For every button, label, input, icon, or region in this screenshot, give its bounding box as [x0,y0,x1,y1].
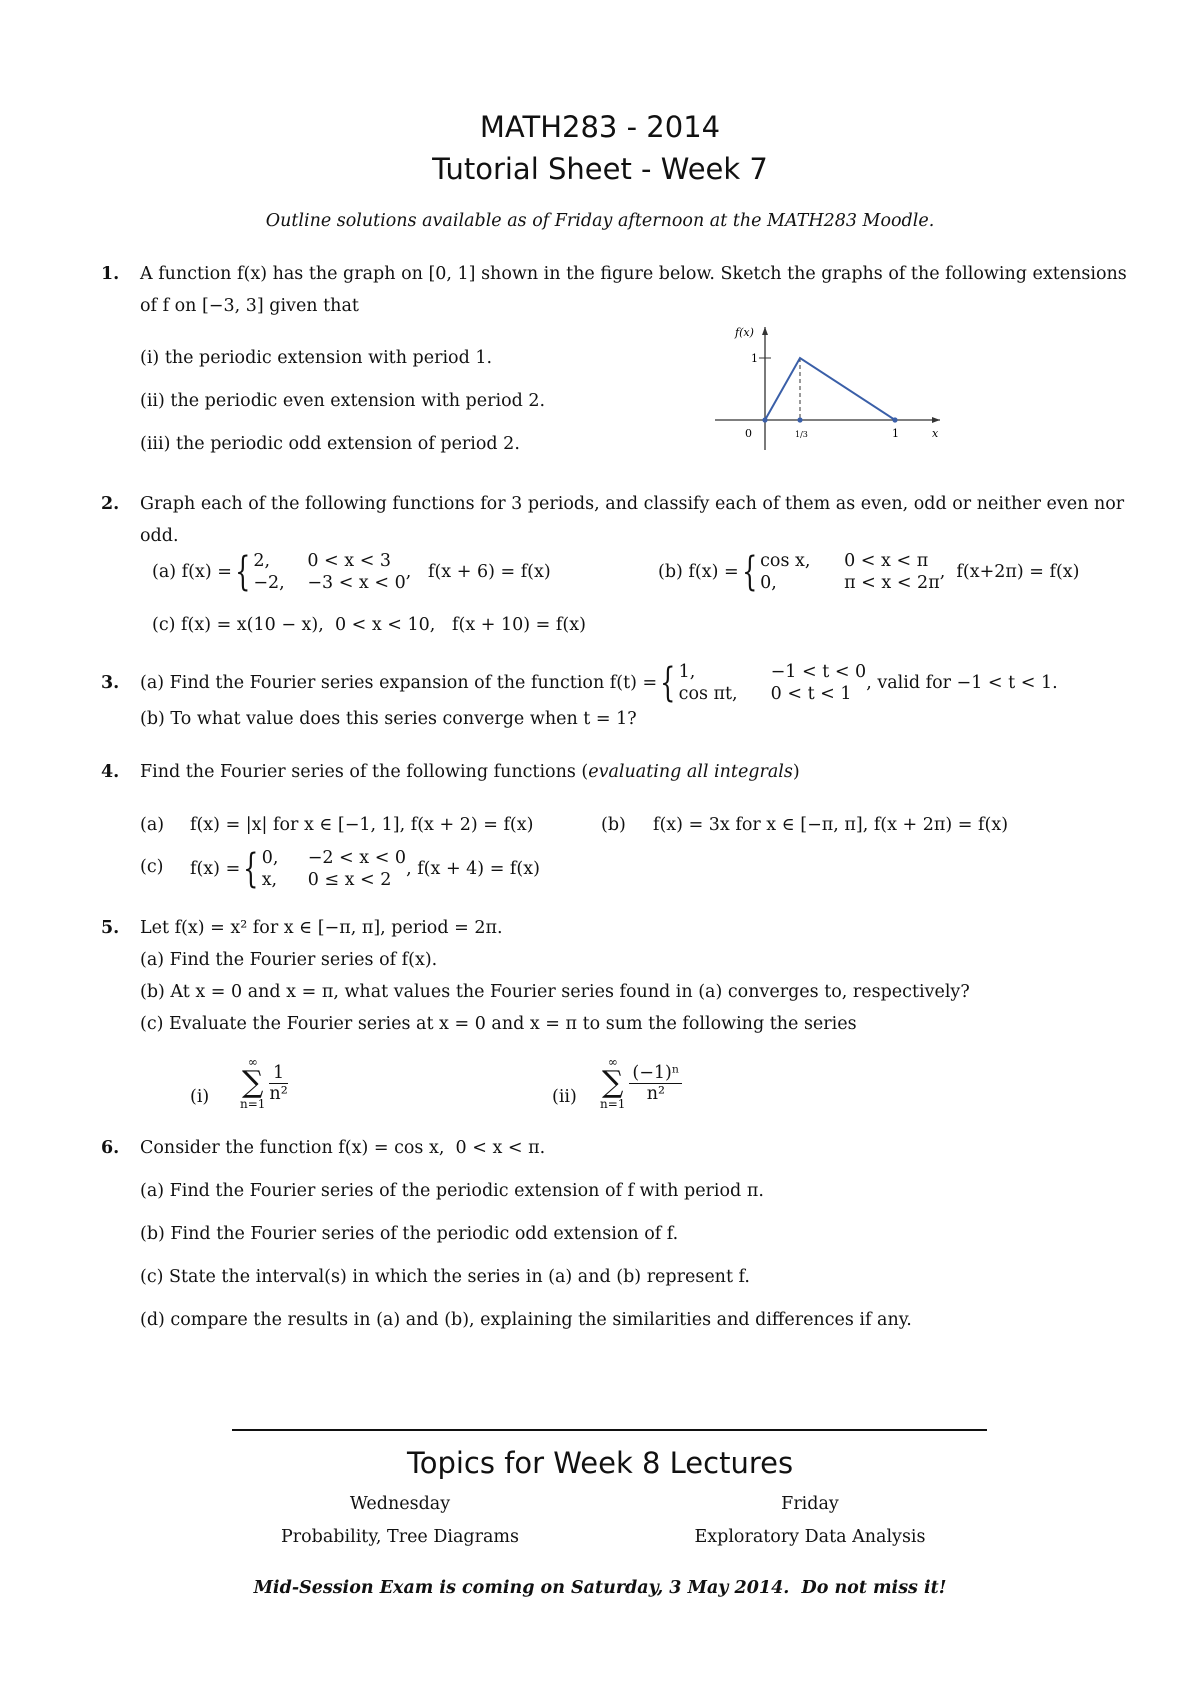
q4-intro-end: ) [792,762,800,782]
solutions-note: Outline solutions available as of Friday afternoon at the MATH283 Moodle. [265,211,935,231]
curve-point-origin [762,417,767,422]
q2-part-c: (c) f(x) = x(10 − x), 0 < x < 10, f(x + 10) = f(x) [152,615,586,635]
q5-part-b: (b) At x = 0 and x = π, what values the Fourier series found in (a) converges to, respectively? [140,982,970,1002]
graph-ylabel: f(x) [735,326,754,339]
q3a-cases [679,661,867,705]
q3a-case1-cond: −1 < t < 0 [770,662,867,682]
q5-series-i-label: (i) [190,1087,210,1107]
q4c-case2-cond: 0 ≤ x < 2 [307,870,392,890]
graph-xlabel: x [932,427,939,440]
summation-icon [600,1056,625,1110]
q2a-case2-value: −2, [253,573,285,593]
q6-part-c: (c) State the interval(s) in which the series in (a) and (b) represent f. [140,1267,750,1287]
q4b-label: (b) [601,815,626,835]
brace-icon: { [660,660,676,706]
graph-origin-label: 0 [745,427,752,440]
q4c-lhs: f(x) = [190,859,241,879]
numerator: (−1)ⁿ [629,1063,682,1084]
q6-part-b: (b) Find the Fourier series of the periodic odd extension of f. [140,1224,679,1244]
q5-intro: Let f(x) = x² for x ∈ [−π, π], period = 2π. [140,918,503,938]
q6-part-d: (d) compare the results in (a) and (b), explaining the similarities and differences if any. [140,1310,912,1330]
sum-upper-limit: ∞ [247,1055,258,1069]
fraction [269,1063,287,1104]
q4b-expression: f(x) = 3x for x ∈ [−π, π], f(x + 2π) = f(x) [653,815,1009,835]
q6-intro: Consider the function f(x) = cos x, 0 < x < π. [140,1138,546,1158]
q2b-case2-value: 0, [760,573,777,593]
q6-number: 6. [101,1138,120,1158]
curve-point-third [797,417,802,422]
q1-function-graph [715,322,945,452]
q2a-cases [253,550,405,594]
x-axis-arrow-icon [932,417,940,423]
q5-series-i [240,1056,288,1110]
q2b-case2-cond: π < x < 2π [844,573,940,593]
y-axis-arrow-icon [762,327,768,335]
q2a-case2-cond: −3 < x < 0 [307,573,406,593]
q3a-case1-value: 1, [678,662,696,682]
q2a-case1-cond: 0 < x < 3 [307,551,392,571]
q2a-case1-value: 2, [253,551,271,571]
brace-icon: { [741,549,758,595]
q4-number: 4. [101,762,120,782]
topics-day-wednesday: Wednesday [349,1494,451,1514]
function-curve [765,358,895,420]
q5-series-ii-label: (ii) [552,1087,577,1107]
q4c-rhs: , f(x + 4) = f(x) [406,859,540,879]
topics-day-friday: Friday [781,1494,839,1514]
graph-ytick-label: 1 [751,352,758,365]
q4-intro-text: Find the Fourier series of the following functions ( [140,762,589,782]
denominator: n² [269,1083,288,1104]
q2a-rhs: , f(x + 6) = f(x) [405,562,551,582]
q4c-case2-value: x, [261,870,278,890]
q3-number: 3. [101,673,120,693]
brace-icon: { [243,846,259,892]
graph-xtick-one: 1 [892,427,899,440]
sum-upper-limit: ∞ [607,1055,618,1069]
q3-part-b: (b) To what value does this series converge when t = 1? [140,709,637,729]
q2-number: 2. [101,494,120,514]
q2-line1: Graph each of the following functions for 3 periods, and classify each of them as even, odd or neither even nor [140,494,1125,514]
sum-lower-limit: n=1 [240,1097,266,1111]
section-divider [232,1429,987,1431]
denominator: n² [646,1083,666,1104]
q5-part-c: (c) Evaluate the Fourier series at x = 0 and x = π to sum the following the series [140,1014,857,1034]
course-title: MATH283 - 2014 [479,110,721,144]
q2b-case1-cond: 0 < x < π [844,551,929,571]
q2b-lhs: (b) f(x) = [658,562,739,582]
topics-title: Topics for Week 8 Lectures [406,1446,794,1480]
q6-part-a: (a) Find the Fourier series of the periodic extension of f with period π. [140,1181,764,1201]
q1-line2: of f on [−3, 3] given that [140,296,359,316]
fraction [629,1063,682,1104]
q1-number: 1. [101,264,120,284]
sum-lower-limit: n=1 [600,1097,626,1111]
q5-series-ii [600,1056,682,1110]
q4c-cases [262,847,406,891]
brace-icon: { [234,549,251,595]
q3a-rhs: , valid for −1 < t < 1. [866,673,1058,693]
q2b-cases [760,550,940,594]
q2-part-a [152,549,551,595]
q3a-case2-cond: 0 < t < 1 [770,684,852,704]
q2-part-b [658,549,1079,595]
q4-intro-emphasis: evaluating all integrals [588,762,793,782]
q4c-label: (c) [140,857,164,877]
q4c-case1-cond: −2 < x < 0 [307,848,407,868]
q2a-lhs: (a) f(x) = [152,562,232,582]
q1-line1: A function f(x) has the graph on [0, 1] shown in the figure below. Sketch the graphs of the following extensions [140,264,1127,284]
q2b-rhs: , f(x+2π) = f(x) [939,562,1080,582]
numerator: 1 [269,1063,287,1084]
q5-number: 5. [101,918,120,938]
exam-notice: Mid-Session Exam is coming on Saturday, 3 May 2014. Do not miss it! [253,1578,947,1598]
sigma-symbol: ∑ [242,1065,264,1100]
q2b-case1-value: cos x, [760,551,811,571]
q2-line2: odd. [140,526,179,546]
curve-point-one [892,417,897,422]
q4a-expression: f(x) = |x| for x ∈ [−1, 1], f(x + 2) = f(x) [190,815,534,835]
q4-part-c [190,846,540,892]
q3a-case2-value: cos πt, [678,684,738,704]
graph-xtick-third: 1/3 [795,430,808,439]
q3-part-a [140,660,1058,706]
q1-item-i: (i) the periodic extension with period 1. [140,348,493,368]
q1-item-iii: (iii) the periodic odd extension of period 2. [140,434,520,454]
summation-icon [240,1056,265,1110]
topics-wednesday-topic: Probability, Tree Diagrams [281,1527,519,1547]
topics-friday-topic: Exploratory Data Analysis [694,1527,926,1547]
q5-part-a: (a) Find the Fourier series of f(x). [140,950,438,970]
q4a-label: (a) [140,815,165,835]
q4-intro [140,762,800,782]
q1-item-ii: (ii) the periodic even extension with period 2. [140,391,546,411]
sheet-title: Tutorial Sheet - Week 7 [432,152,768,186]
q4c-case1-value: 0, [261,848,279,868]
q3a-lhs: (a) Find the Fourier series expansion of the function f(t) = [140,673,658,693]
sigma-symbol: ∑ [602,1065,624,1100]
